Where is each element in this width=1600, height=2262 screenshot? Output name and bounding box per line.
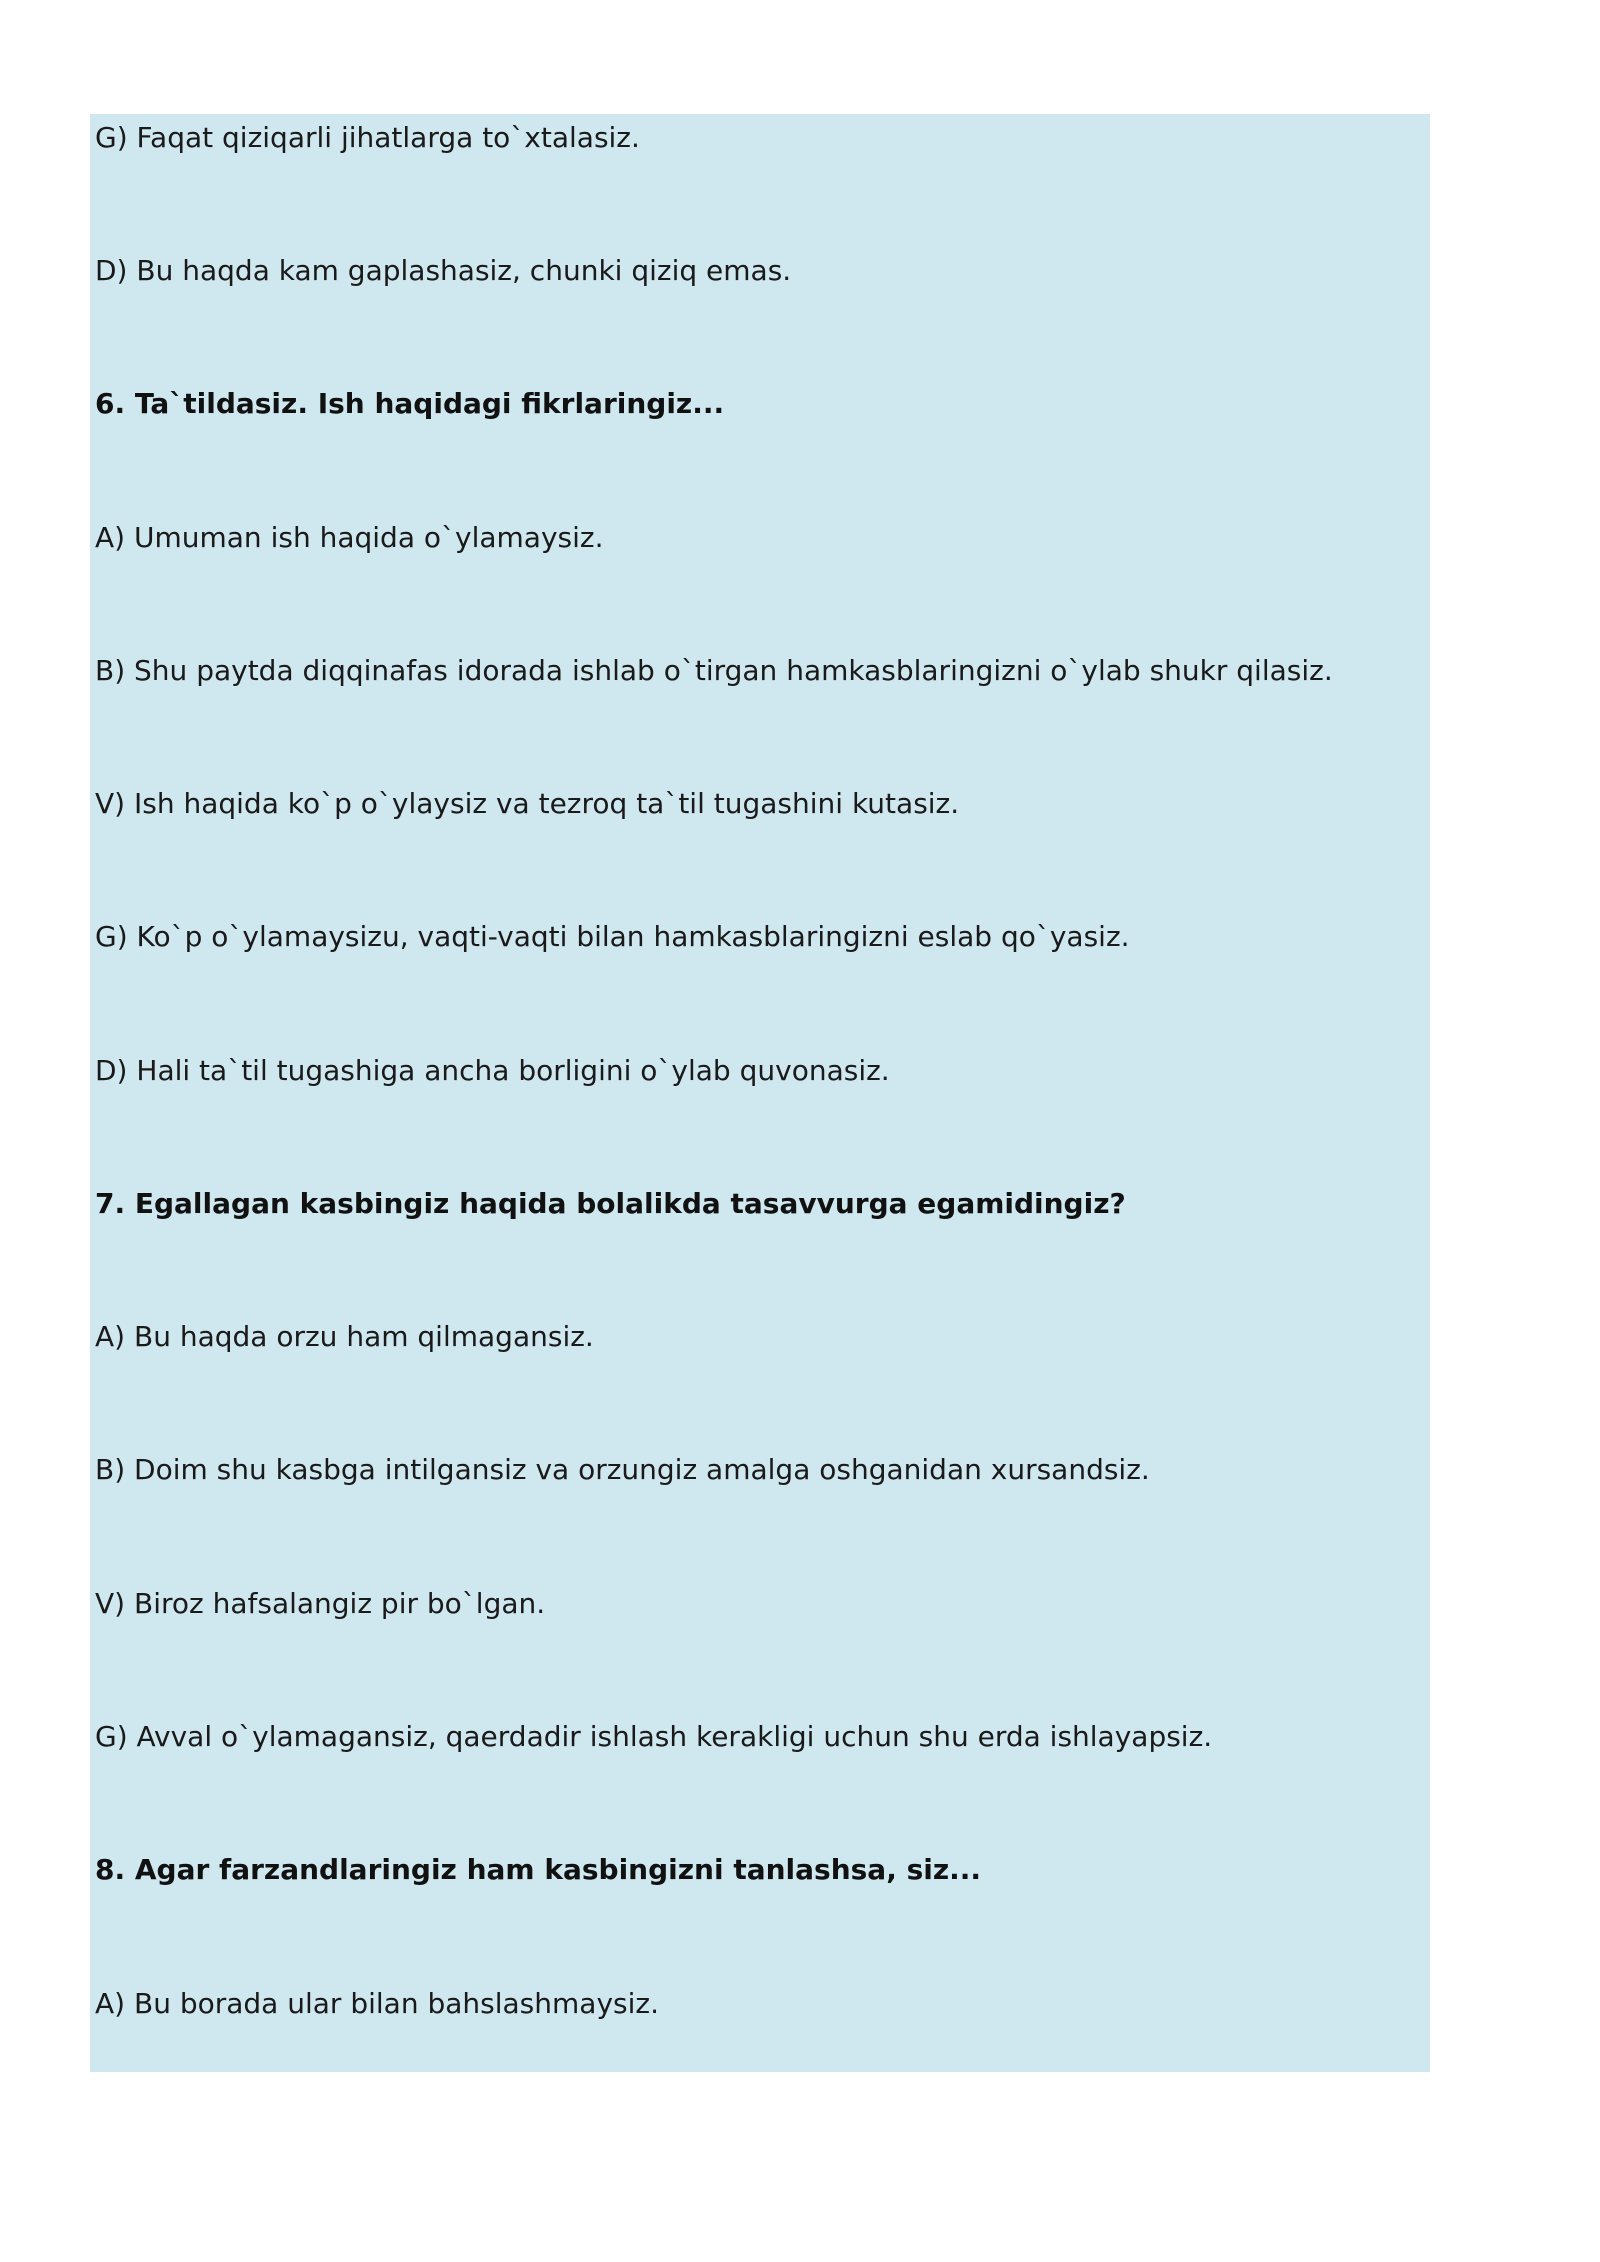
question-8: 8. Agar farzandlaringiz ham kasbingizni tanlashsa, siz...: [95, 1853, 982, 1886]
question-panel: [90, 114, 1430, 2072]
option-v-q7: V) Biroz hafsalangiz pir bo`lgan.: [95, 1587, 546, 1620]
question-6: 6. Ta`tildasiz. Ish haqidagi fikrlaringiz...: [95, 387, 725, 420]
option-a-q8: A) Bu borada ular bilan bahslashmaysiz.: [95, 1987, 659, 2020]
option-d-q5: D) Bu haqda kam gaplashasiz, chunki qiziq emas.: [95, 254, 792, 287]
option-d-q6: D) Hali ta`til tugashiga ancha borligini o`ylab quvonasiz.: [95, 1054, 890, 1087]
option-g-q6: G) Ko`p o`ylamaysizu, vaqti-vaqti bilan hamkasblaringizni eslab qo`yasiz.: [95, 920, 1130, 953]
option-a-q7: A) Bu haqda orzu ham qilmagansiz.: [95, 1320, 594, 1353]
option-b-q6: B) Shu paytda diqqinafas idorada ishlab o`tirgan hamkasblaringizni o`ylab shukr qilasiz.: [95, 654, 1333, 687]
option-g-q7: G) Avval o`ylamagansiz, qaerdadir ishlash kerakligi uchun shu erda ishlayapsiz.: [95, 1720, 1213, 1753]
option-v-q6: V) Ish haqida ko`p o`ylaysiz va tezroq ta`til tugashini kutasiz.: [95, 787, 960, 820]
option-b-q7: B) Doim shu kasbga intilgansiz va orzungiz amalga oshganidan xursandsiz.: [95, 1453, 1150, 1486]
option-g-q5: G) Faqat qiziqarli jihatlarga to`xtalasiz.: [95, 121, 640, 154]
option-a-q6: A) Umuman ish haqida o`ylamaysiz.: [95, 521, 604, 554]
question-7: 7. Egallagan kasbingiz haqida bolalikda tasavvurga egamidingiz?: [95, 1187, 1126, 1220]
